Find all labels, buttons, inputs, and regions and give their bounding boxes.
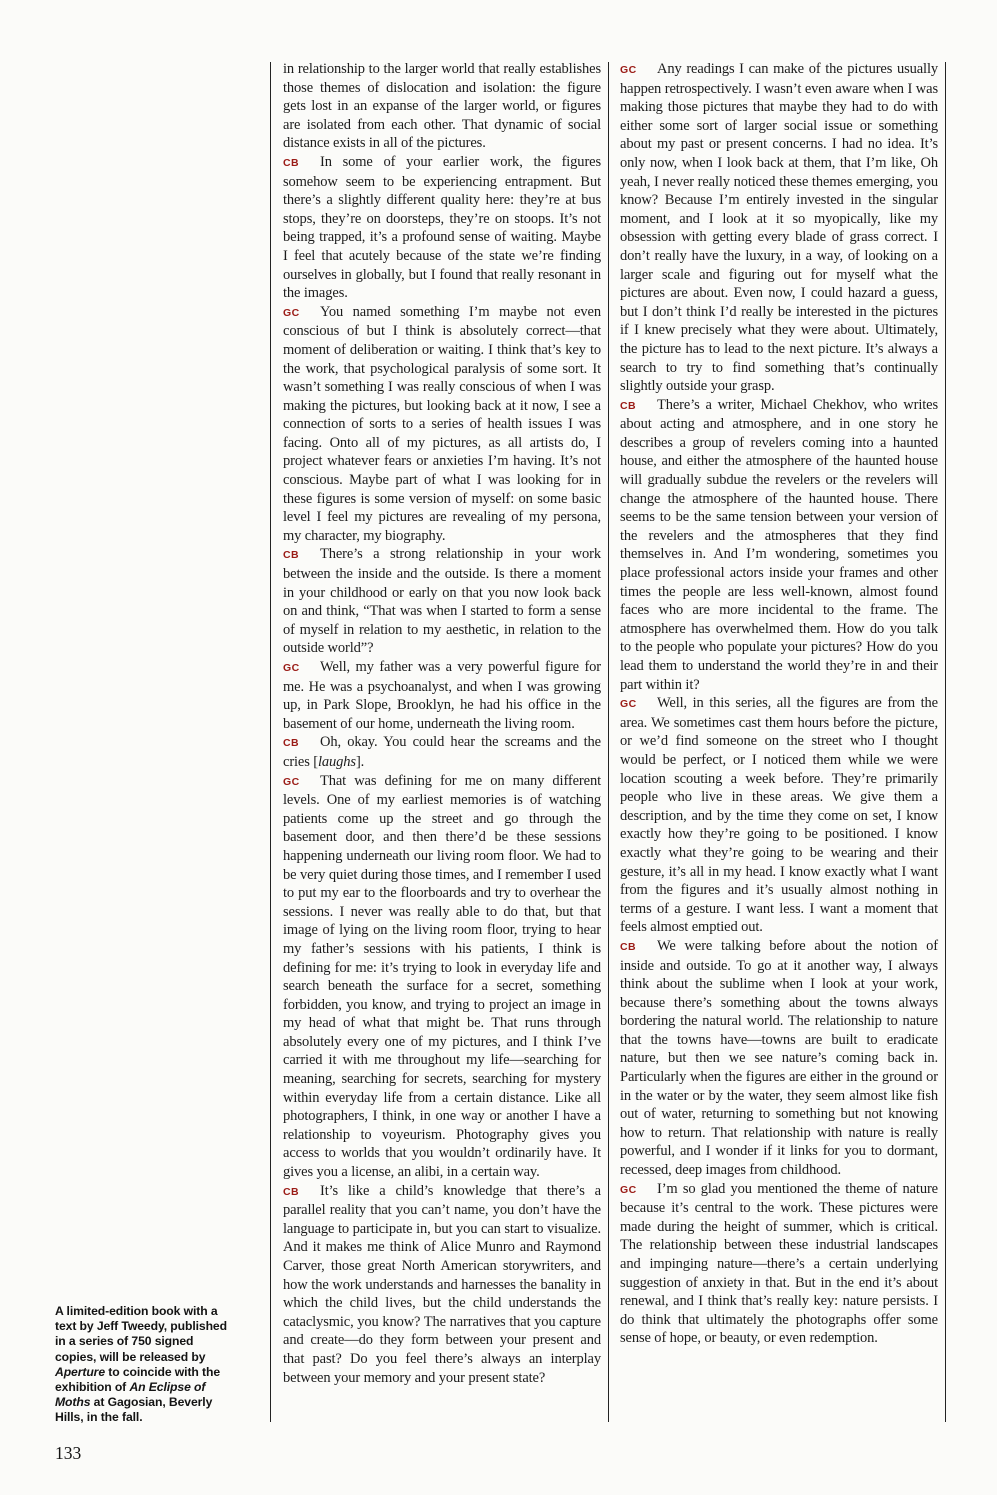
- dialogue-text: In some of your earlier work, the figures somehow seem to be experiencing entrapment. But there’s a slightly different quality here: they’re at bus stops, they’re on doorsteps, they’re on stoops. It’s not being trapped, it’s a profound sense of waiting. Maybe I feel that acutely because of the state we’re finding ourselves in globally, but I found that really resonant in the images.: [283, 153, 601, 302]
- dialogue-paragraph: [620, 694, 938, 937]
- dialogue-paragraph: [283, 303, 601, 546]
- sidebar-note-text: to coincide with the exhibition of: [55, 1364, 221, 1395]
- speaker-label: GC: [283, 306, 300, 319]
- speaker-label: CB: [283, 549, 299, 562]
- dialogue-paragraph: [283, 733, 601, 771]
- dialogue-text: There’s a writer, Michael Chekhov, who writes about acting and atmosphere, and in one story he describes a group of revelers coming into a haunted house, and either the atmosphere of the haunted house will gradually subdue the revelers or the revelers will change the atmosphere of the haunted house. There seems to be the same tension between your version of the revelers and the atmospheres that they find themselves in. And I’m wondering, sometimes you place professional actors inside your frames and other times the people are less well-known, almost found faces who are more incidental to the frame. The atmosphere has overwhelmed them. How do you talk to the people who populate your pictures? How do you lead them to understand the world they’re in and their part within it?: [620, 396, 938, 693]
- speaker-label: GC: [283, 662, 300, 674]
- dialogue-paragraph: [283, 60, 601, 153]
- speaker-label: CB: [620, 940, 636, 953]
- column-rule-right: [945, 62, 946, 1422]
- speaker-label: GC: [620, 1183, 637, 1196]
- sidebar-note-text: at Gagosian, Beverly Hills, in the fall.: [55, 1395, 213, 1425]
- text-column-right: [620, 60, 938, 1348]
- dialogue-paragraph: [283, 1182, 601, 1388]
- dialogue-text: Oh, okay. You could hear the screams and the cries [: [283, 734, 601, 770]
- dialogue-paragraph: [283, 545, 601, 658]
- text-column-left: [283, 60, 601, 1387]
- speaker-label: CB: [283, 156, 299, 169]
- dialogue-text: Well, in this series, all the figures are from the area. We sometimes cast them hours before the picture, or we’d find someone on the street who I thought would be perfect, or I noticed them while we were location scouting a week before. They’re primarily people who live in these areas. We give them a description, and by the time they come on set, I know exactly how they’re going to be positioned. I know exactly what they’re going to be wearing and their gesture, it’s all in my head. I know exactly what I want from the figures and it’s usually almost nothing in terms of a gesture. I want less. I want a moment that feels almost emptied out.: [620, 695, 938, 936]
- dialogue-text: in relationship to the larger world that really establishes those themes of dislocation and isolation: the figure gets lost in an expanse of the larger world, or figures are isolated from each other. That dynamic of social distance exists in all of the pictures.: [283, 61, 601, 152]
- page-number: 133: [55, 1443, 82, 1463]
- sidebar-note-text: A limited-edition book with a text by Jeff Tweedy, published in a series of 750 signed copies, will be released by: [55, 1304, 227, 1364]
- dialogue-text: That was defining for me on many different levels. One of my earliest memories is of watching patients come up the street and go through the basement door, and then there’d be these sessions happening underneath our living room floor. We had to be very quiet during those times, and I remember I used to put my ear to the floorboards and try to overhear the sessions. I never was really able to do that, but that image of lying on the living room floor, trying to hear my father’s sessions with his patients, I think is defining for me: it’s trying to look in everyday life and search beneath the surface for a secret, something forbidden, you know, and trying to project an image in my head of what that might be. That runs through absolutely every one of my pictures, and I think I’ve carried it with me throughout my life—searching for meaning, searching for secrets, searching for mystery within everyday life from a certain distance. Like all photographers, I think, in one way or another I have a relationship to voyeurism. Photography gives you access to worlds that you wouldn’t ordinarily have. It gives you a license, an alibi, in a certain way.: [283, 772, 601, 1181]
- column-rule-middle: [608, 62, 609, 1422]
- speaker-label: CB: [620, 399, 636, 412]
- speaker-label: GC: [620, 64, 637, 76]
- dialogue-text: You named something I’m maybe not even conscious of but I think is absolutely correct—that moment of deliberation or waiting. I think that’s key to the work, that psychological paralysis of some sort. It wasn’t something I was really conscious of when I was making the pictures, but looking back at it now, I see a connection of sorts to a series of health issues I was facing. Onto all of my pictures, as all artists do, I project whatever fears or anxieties I’m having. It’s not conscious. Maybe part of what I was looking for in these figures is some version of myself: on some basic level I feel my pictures are revealing of my persona, my character, my biography.: [283, 303, 601, 544]
- dialogue-paragraph: [283, 153, 601, 303]
- dialogue-paragraph: [620, 937, 938, 1180]
- sidebar-note: [55, 1304, 227, 1426]
- speaker-label: GC: [620, 698, 637, 711]
- dialogue-paragraph: [620, 60, 938, 396]
- dialogue-text: ].: [355, 753, 365, 770]
- dialogue-paragraph: [620, 1180, 938, 1348]
- sidebar-note-text: Aperture: [55, 1364, 105, 1379]
- dialogue-text: It’s like a child’s knowledge that there’s a parallel reality that you can’t name, you don’t have the language to participate in, but you can start to visualize. And it makes me think of Alice Munro and Raymond Carver, those great North American storywriters, and how the work understands and harnesses the banality in which the child lives, but the child understands the cataclysmic, you know? The narratives that you capture and create—do they form between your present and that past? Do you feel there’s always an interplay between your memory and your present state?: [283, 1182, 601, 1386]
- dialogue-text: Well, my father was a very powerful figure for me. He was a psychoanalyst, and when I was growing up, in Park Slope, Brooklyn, he had his office in the basement of our home, underneath the living room.: [283, 659, 601, 732]
- sidebar-note-text: An Eclipse of Moths: [55, 1380, 206, 1410]
- speaker-label: CB: [283, 737, 299, 750]
- speaker-label: CB: [283, 1185, 299, 1198]
- dialogue-paragraph: [283, 772, 601, 1182]
- dialogue-text: We were talking before about the notion of inside and outside. To go at it another way, I always think about the sublime when I look at your work, because there’s something about the towns always bordering the natural world. The relationship to nature that the towns have—towns are built to eradicate nature, but then we see nature’s coming back in. Particularly when the figures are either in the ground or in the water or by the water, they seem almost like fish out of water, returning to something but not knowing how to return. That relationship with nature is really powerful, and I wonder if it links for you to dormant, recessed, deep images from childhood.: [620, 937, 938, 1179]
- column-rule-left: [270, 62, 271, 1422]
- dialogue-text: laughs: [318, 753, 356, 770]
- speaker-label: GC: [283, 775, 300, 788]
- dialogue-text: There’s a strong relationship in your work between the inside and the outside. Is there a moment in your childhood or early on that you now look back on and think, “That was when I started to form a sense of myself in relation to my aesthetic, in relation to the outside world”?: [283, 546, 601, 657]
- dialogue-text: Any readings I can make of the pictures usually happen retrospectively. I wasn’t even aware when I was making those pictures that maybe they had to do with either some sort of larger social issue or something about my past or present concerns. I had no idea. It’s only now, when I look back at them, that I’m like, Oh yeah, I never really noticed these themes emerging, you know? Because I’m entirely invested in the singular moment, and I look at it so myopically, like my obsession with getting every blade of grass correct. I don’t really have the luxury, in a way, of looking on a larger scale and figuring out for myself what the pictures are about. Even now, I could hazard a guess, but I don’t think I’d really be interested in the pictures if I knew precisely what they were about. Ultimately, the picture has to lead to the next picture. It’s always a search to try to find something that’s continually slightly outside your grasp.: [620, 61, 938, 395]
- dialogue-text: I’m so glad you mentioned the theme of nature because it’s central to the work. These pictures were made during the height of summer, which is critical. The relationship between these industrial landscapes and impinging nature—there’s a certain underlying suggestion of anxiety in that. But in the end it’s about renewal, and I think that’s really key: nature persists. I do think that ultimately the photographs offer some sense of hope, or beauty, or even redemption.: [620, 1180, 938, 1347]
- dialogue-paragraph: [283, 658, 601, 733]
- dialogue-paragraph: [620, 396, 938, 695]
